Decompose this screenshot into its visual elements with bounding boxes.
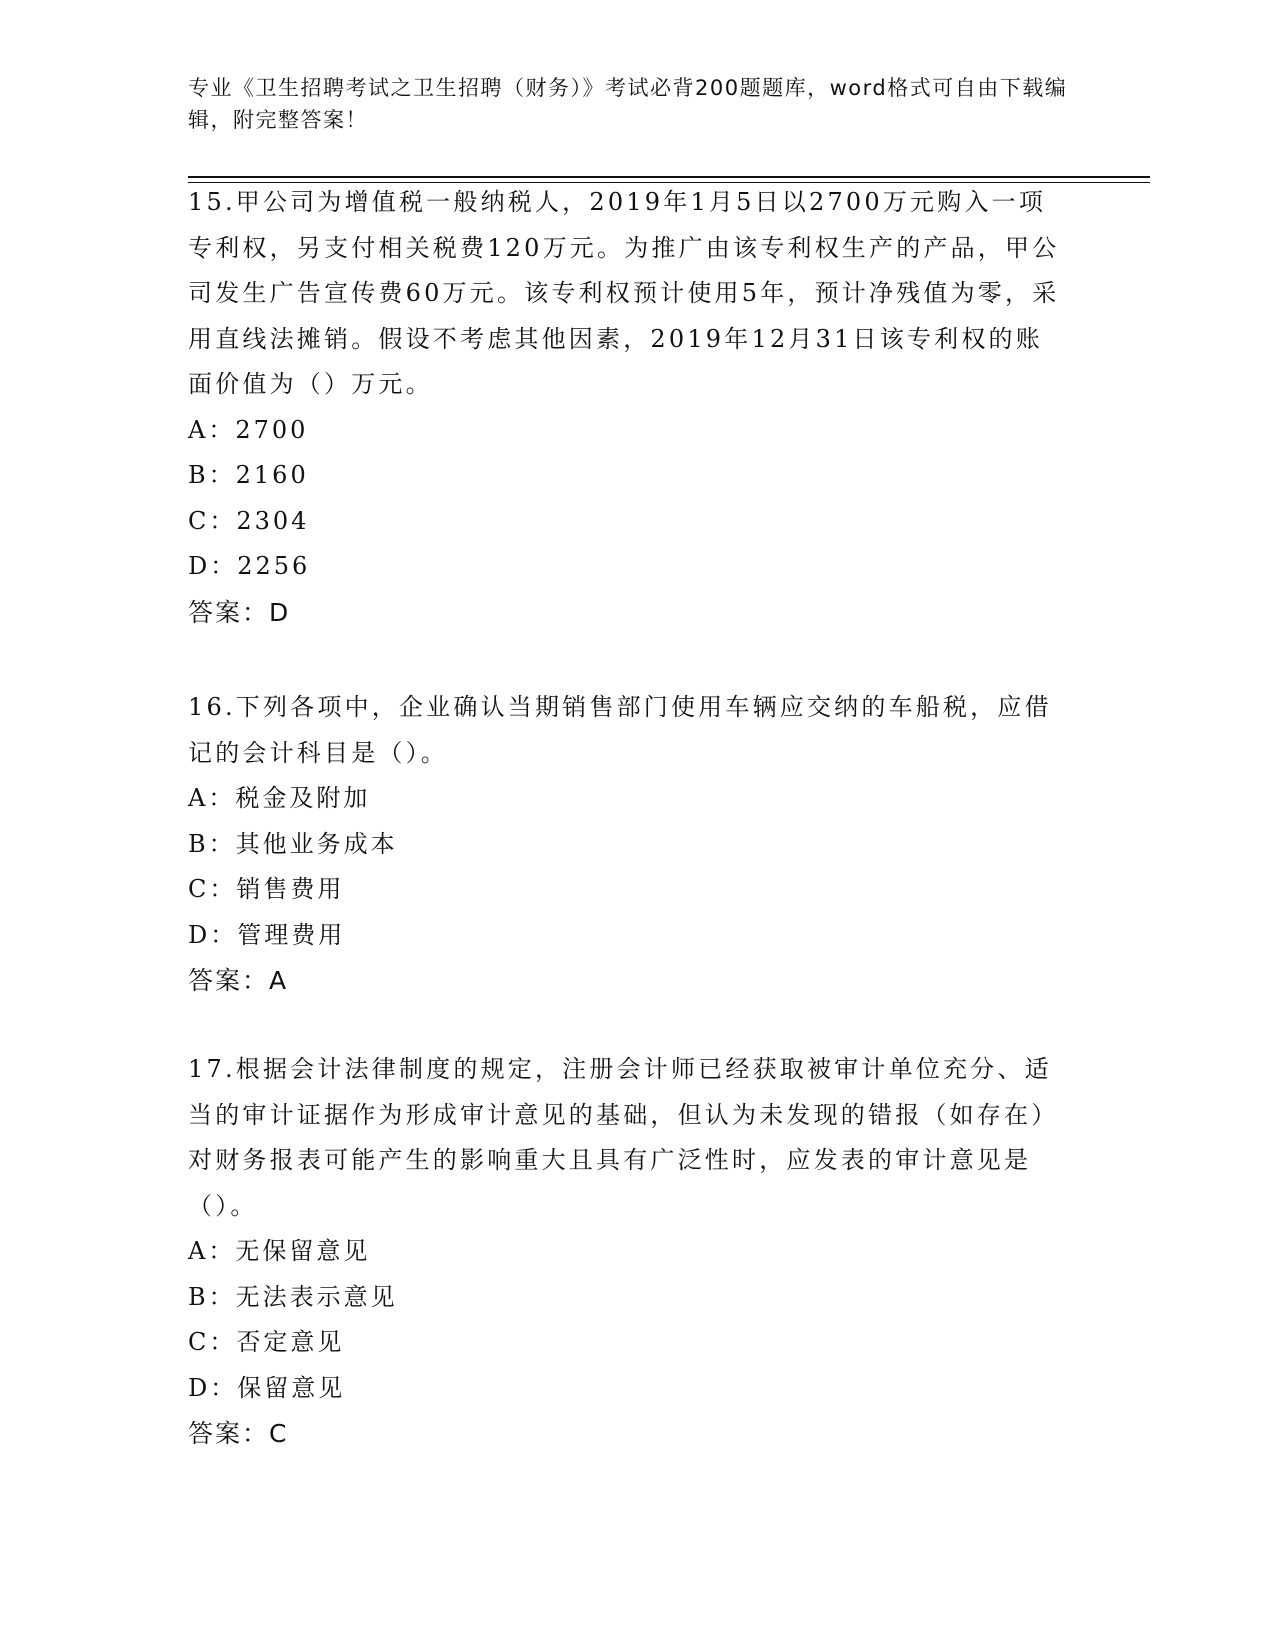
header-divider-thick	[188, 176, 1150, 178]
option-b: B：2160	[188, 461, 309, 489]
option-c: C：否定意见	[188, 1328, 345, 1356]
option-b: B：其他业务成本	[188, 829, 398, 858]
document-header: 专业《卫生招聘考试之卫生招聘（财务）》考试必背200题题库，word格式可自由下载编辑，附完整答案！	[188, 76, 1068, 132]
question-15	[188, 180, 1068, 635]
option-b: B：无法表示意见	[188, 1282, 398, 1311]
question-17	[188, 1047, 1068, 1457]
answer-line: 答案：D	[188, 597, 291, 627]
option-c: C：2304	[188, 506, 310, 535]
question-text: 17.根据会计法律制度的规定，注册会计师已经获取被审计单位充分、适当的审计证据作为形成审计意见的基础，但认为未发现的错报（如存在）对财务报表可能产生的影响重大且具有广泛性时，应发表的审计意见是（）。	[188, 1055, 1059, 1220]
option-a: A：2700	[188, 415, 309, 444]
option-d: D：2256	[188, 552, 311, 580]
question-16	[188, 685, 1068, 1004]
answer-line: 答案：C	[188, 1419, 289, 1448]
question-text: 15.甲公司为增值税一般纳税人，2019年1月5日以2700万元购入一项专利权，另支付相关税费120万元。为推广由该专利权生产的产品，甲公司发生广告宣传费60万元。该专利权预计使用5年，预计净残值为零，采用直线法摊销。假设不考虑其他因素，2019年12月31日该专利权的账面价值为（）万元。	[188, 188, 1060, 398]
option-c: C：销售费用	[188, 875, 345, 903]
option-a: A：税金及附加	[188, 784, 371, 812]
option-d: D：管理费用	[188, 920, 346, 949]
question-text: 16.下列各项中，企业确认当期销售部门使用车辆应交纳的车船税，应借记的会计科目是（）。	[188, 693, 1052, 767]
option-d: D：保留意见	[188, 1373, 346, 1402]
answer-line: 答案：A	[188, 966, 289, 995]
option-a: A：无保留意见	[188, 1237, 371, 1265]
